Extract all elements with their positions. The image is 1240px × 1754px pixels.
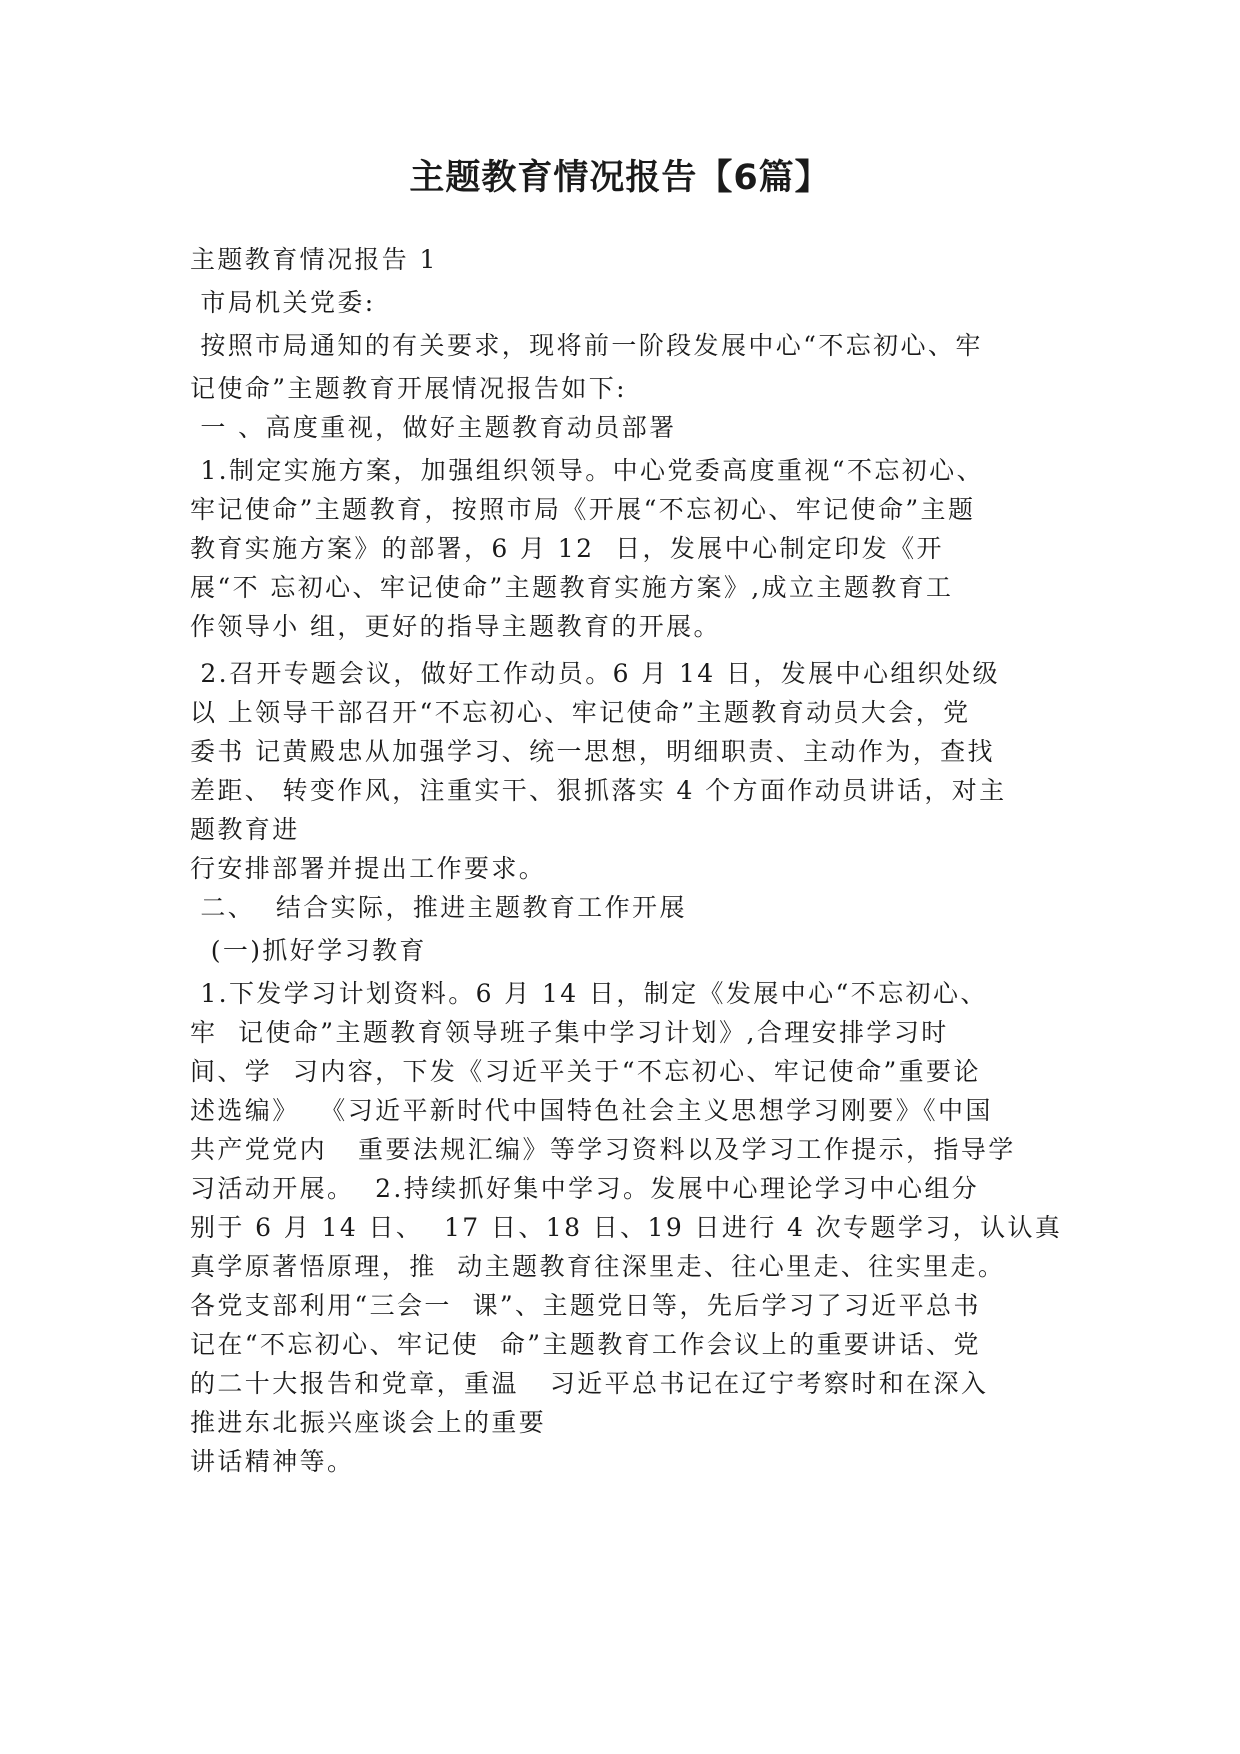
document-title: 主题教育情况报告【6篇】 xyxy=(409,158,831,198)
body-line: 的二十大报告和党章，重温 习近平总书记在辽宁考察时和在深入 xyxy=(190,1369,989,1398)
body-line: 委书 记黄殿忠从加强学习、统一思想，明细职责、主动作为，查找 xyxy=(190,737,995,766)
body-line: 牢 记使命”主题教育领导班子集中学习计划》,合理安排学习时 xyxy=(190,1018,949,1047)
body-line: 展“不 忘初心、牢记使命”主题教育实施方案》,成立主题教育工 xyxy=(190,573,954,602)
body-line: 真学原著悟原理，推 动主题教育往深里走、往心里走、往实里走。 xyxy=(190,1252,1006,1281)
section-heading: 二、 结合实际，推进主题教育工作开展 xyxy=(190,893,687,922)
body-line: 各党支部利用“三会一 课”、主题党日等，先后学习了习近平总书 xyxy=(190,1291,981,1320)
body-line: 述选编》 《习近平新时代中国特色社会主义思想学习刚要》《中国 xyxy=(190,1096,993,1125)
body-line: 间、学 习内容，下发《习近平关于“不忘初心、牢记使命”重要论 xyxy=(190,1057,981,1086)
body-line: 牢记使命”主题教育，按照市局《开展“不忘初心、牢记使命”主题 xyxy=(190,495,976,524)
body-line: 差距、 转变作风，注重实干、狠抓落实 4 个方面作动员讲话，对主 xyxy=(190,776,1007,805)
document-body xyxy=(190,240,1063,1481)
body-line: 推进东北振兴座谈会上的重要 xyxy=(190,1408,547,1437)
section-heading: 一 、高度重视，做好主题教育动员部署 xyxy=(190,413,677,442)
body-line: 记使命”主题教育开展情况报告如下: xyxy=(190,374,628,403)
body-line: 共产党党内 重要法规汇编》等学习资料以及学习工作提示，指导学 xyxy=(190,1135,1016,1164)
body-line: 记在“不忘初心、牢记使 命”主题教育工作会议上的重要讲话、党 xyxy=(190,1330,981,1359)
body-line: 1.下发学习计划资料。6 月 14 日，制定《发展中心“不忘初心、 xyxy=(190,979,988,1008)
subsection-heading: (一)抓好学习教育 xyxy=(190,936,427,965)
recipient-line: 市局机关党委: xyxy=(190,288,376,317)
body-line: 以 上领导干部召开“不忘初心、牢记使命”主题教育动员大会，党 xyxy=(190,698,971,727)
body-line: 别于 6 月 14 日、 17 日、18 日、19 日进行 4 次专题学习，认认真 xyxy=(190,1213,1063,1242)
body-line: 1.制定实施方案，加强组织领导。中心党委高度重视“不忘初心、 xyxy=(190,456,984,485)
body-line: 讲话精神等。 xyxy=(190,1447,355,1476)
report-heading: 主题教育情况报告 1 xyxy=(190,245,438,274)
body-line: 教育实施方案》的部署，6 月 12 日，发展中心制定印发《开 xyxy=(190,534,944,563)
body-line: 行安排部署并提出工作要求。 xyxy=(190,854,547,883)
body-line: 作领导小 组，更好的指导主题教育的开展。 xyxy=(190,612,721,641)
body-line: 习活动开展。 2.持续抓好集中学习。发展中心理论学习中心组分 xyxy=(190,1174,980,1203)
body-line: 2.召开专题会议，做好工作动员。6 月 14 日，发展中心组织处级 xyxy=(190,659,1000,688)
body-line: 按照市局通知的有关要求，现将前一阶段发展中心“不忘初心、牢 xyxy=(190,331,983,360)
body-line: 题教育进 xyxy=(190,815,300,844)
